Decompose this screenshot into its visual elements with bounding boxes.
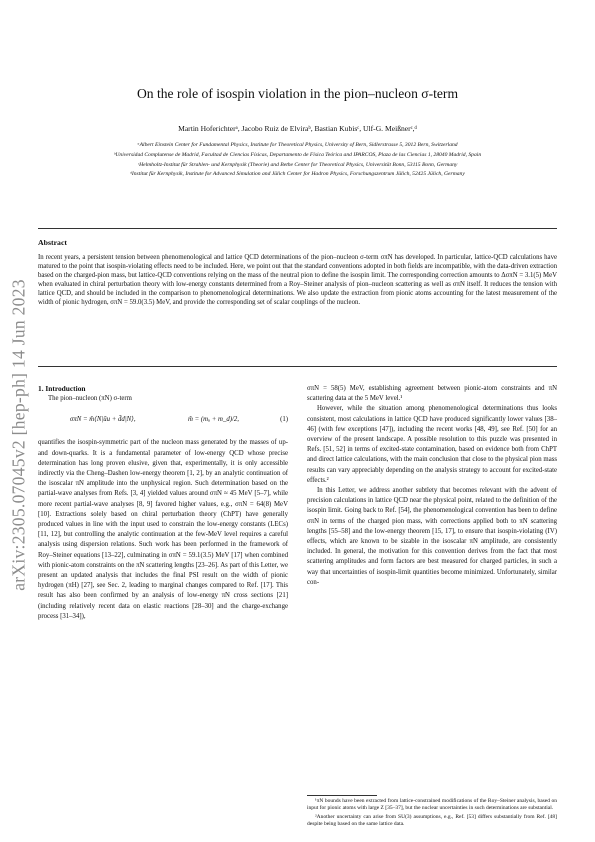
section-heading: 1. Introduction <box>38 384 86 393</box>
arxiv-stamp <box>4 250 34 620</box>
top-rule <box>38 228 557 229</box>
footnote-rule <box>307 795 377 796</box>
equation-1 <box>38 407 288 433</box>
author-list: Martin Hoferichterᵃ, Jacobo Ruiz de Elviraᵇ, Bastian Kubisᶜ, Ulf-G. Meißnerᶜ,ᵈ <box>178 124 417 133</box>
paragraph: quantifies the isospin-symmetric part of the nucleon mass generated by the masses of up- and down-quarks. It is a fundamental parameter of low-energy QCD whose precise determination has long proven elusive, given that, experimentally, it is only accessible indirectly via the Cheng–Dashen low-energy theorem [1, 2], by an analytic continuation of the isoscalar πN amplitude into the unphysical region. Such determination based on the partial-wave analyses from Refs. [3, 4] yielded values around σπN ≈ 45 MeV [5–7], while more recent partial-wave analyses [8, 9] favored higher values, e.g., σπN = 64(8) MeV [10]. Extractions solely based on chiral perturbation theory (ChPT) have generally produced values in line with the input used to constrain the low-energy constants (LECs) [11, 12], but controlling the analytic continuation at the few-MeV level requires a careful analysis using dispersion relations. Such work has been performed in the framework of Roy–Steiner equations [13–22], culminating in σπN = 59.1(3.5) MeV [17] when combined with pionic-atom constraints on the πN scattering lengths [23–26]. As part of this Letter, we present an updated analysis that includes the final PSI result on the width of pionic hydrogen (πH) [27], see Sec. 2, leading to marginal changes compared to Ref. [17]. This result has also been confirmed by an analysis of low-energy πN cross sections [21] (including relatively recent data on elastic reactions [28–30] and the charge-exchange process [31–34]), <box>38 439 288 620</box>
footnotes <box>307 798 557 829</box>
equation-number: (1) <box>280 416 288 424</box>
affiliation-a: ᵃAlbert Einstein Center for Fundamental Physics, Institute for Theoretical Physics, University of Bern, Sidlerstrasse 5, 3012 Bern, Switzerland <box>137 142 458 148</box>
right-column <box>307 384 557 588</box>
footnote-1: ¹πN bounds have been extracted from lattice-constrained modifications of the Roy–Steiner analysis, based on input for pionic atoms with large Z [35–37], but the nuclear uncertainties in such determinations are substantial. <box>307 798 557 812</box>
arxiv-id: arXiv:2305.07045v2 [hep-ph] 14 Jun 2023 <box>8 279 29 591</box>
intro-lead: The pion–nucleon (πN) σ-term <box>48 395 132 403</box>
affiliation-c: ᶜHelmholtz-Institut für Strahlen- und Kernphysik (Theorie) and Bethe Center for Theoretical Physics, Universität Bonn, 53115 Bonn, Germany <box>137 161 458 168</box>
paragraph: However, while the situation among phenomenological determinations thus looks consistent, most calculations in lattice QCD have produced significantly lower values [38–46] (with few exceptions [47]), including the recent works [48, 49], see Ref. [50] for an overview of the present landscape. A possible resolution to this puzzle was presented in Refs. [51, 52] in terms of excited-state contamination, based on evidence both from ChPT and direct lattice calculations, with the main conclusion that close to the physical pion mass results can vary appreciably depending on the analysis strategy to account for excited-state effects.² <box>307 405 557 484</box>
abstract-text: In recent years, a persistent tension between phenomenological and lattice QCD determinations of the pion–nucleon σ-term σπN has developed. In particular, lattice-QCD calculations have matured to the point that isospin-violating effects need to be included. Here, we point out that the standard conventions adopted in both fields are incompatible, with the data-driven extraction based on the charged-pion mass, but lattice-QCD conventions relying on the mass of the neutral pion to define the isospin limit. The corresponding correction amounts to ΔσπN = 3.1(5) MeV when evaluated in chiral perturbation theory with low-energy constants determined from a Roy–Steiner analysis of pion–nucleon scattering as well as σπN itself. It reduces the tension with lattice QCD, and should be included in the comparison to phenomenological determinations. We also update the extraction from pionic atoms accounting for the latest measurement of the width of pionic hydrogen, σπN = 59.0(3.5) MeV, and provide the corresponding set of scalar couplings of the nucleon. <box>38 254 557 307</box>
left-column <box>38 384 288 622</box>
affiliation-b: ᵇUniversidad Complutense de Madrid, Facultad de Ciencias Físicas, Departamento de Física Teórica and IPARCOS, Plaza de las Ciencias 1, 28040 Madrid, Spain <box>113 151 482 158</box>
affiliation-d: ᵈInstitut für Kernphysik, Institute for Advanced Simulation and Jülich Center for Hadron Physics, Forschungszentrum Jülich, 52425 Jülich, Germany <box>130 171 465 178</box>
paragraph: σπN = 58(5) MeV, establishing agreement between pionic-atom constraints and πN scattering data at the 5 MeV level.¹ <box>307 385 557 403</box>
equation-rhs: m̂ = (mᵤ + m_d)/2, <box>188 416 239 424</box>
equation-lhs: σπN = m̂⟨N|ūu + d̄d|N⟩, <box>70 416 136 424</box>
paragraph: In this Letter, we address another subtlety that becomes relevant with the advent of precision calculations in lattice QCD near the physical point, related to the definition of the isospin limit. Going back to Ref. [54], the phenomenological convention has been to define σπN in terms of the charged pion mass, with corrections applied both to πN scattering lengths [55–58] and the low-energy theorem [15, 17], to ensure that isospin-violating (IV) effects, which are known to be sizable in the isoscalar πN amplitude, are consistently included. In general, the motivation for this convention derives from the fact that most scattering amplitudes and form factors are best measured for charged particles, in such a way that uncertainties of isospin-limit quantities become minimized. Unfortunately, similar con- <box>307 487 557 586</box>
footnote-2: ²Another uncertainty can arise from SU(3) assumptions, e.g., Ref. [53] differs substantially from Ref. [48] despite being based on the same lattice data. <box>307 813 557 827</box>
bottom-rule <box>38 366 557 367</box>
affiliations <box>50 141 545 180</box>
paper-title: On the role of isospin violation in the pion–nucleon σ-term <box>136 86 459 101</box>
abstract-heading: Abstract <box>38 238 68 247</box>
